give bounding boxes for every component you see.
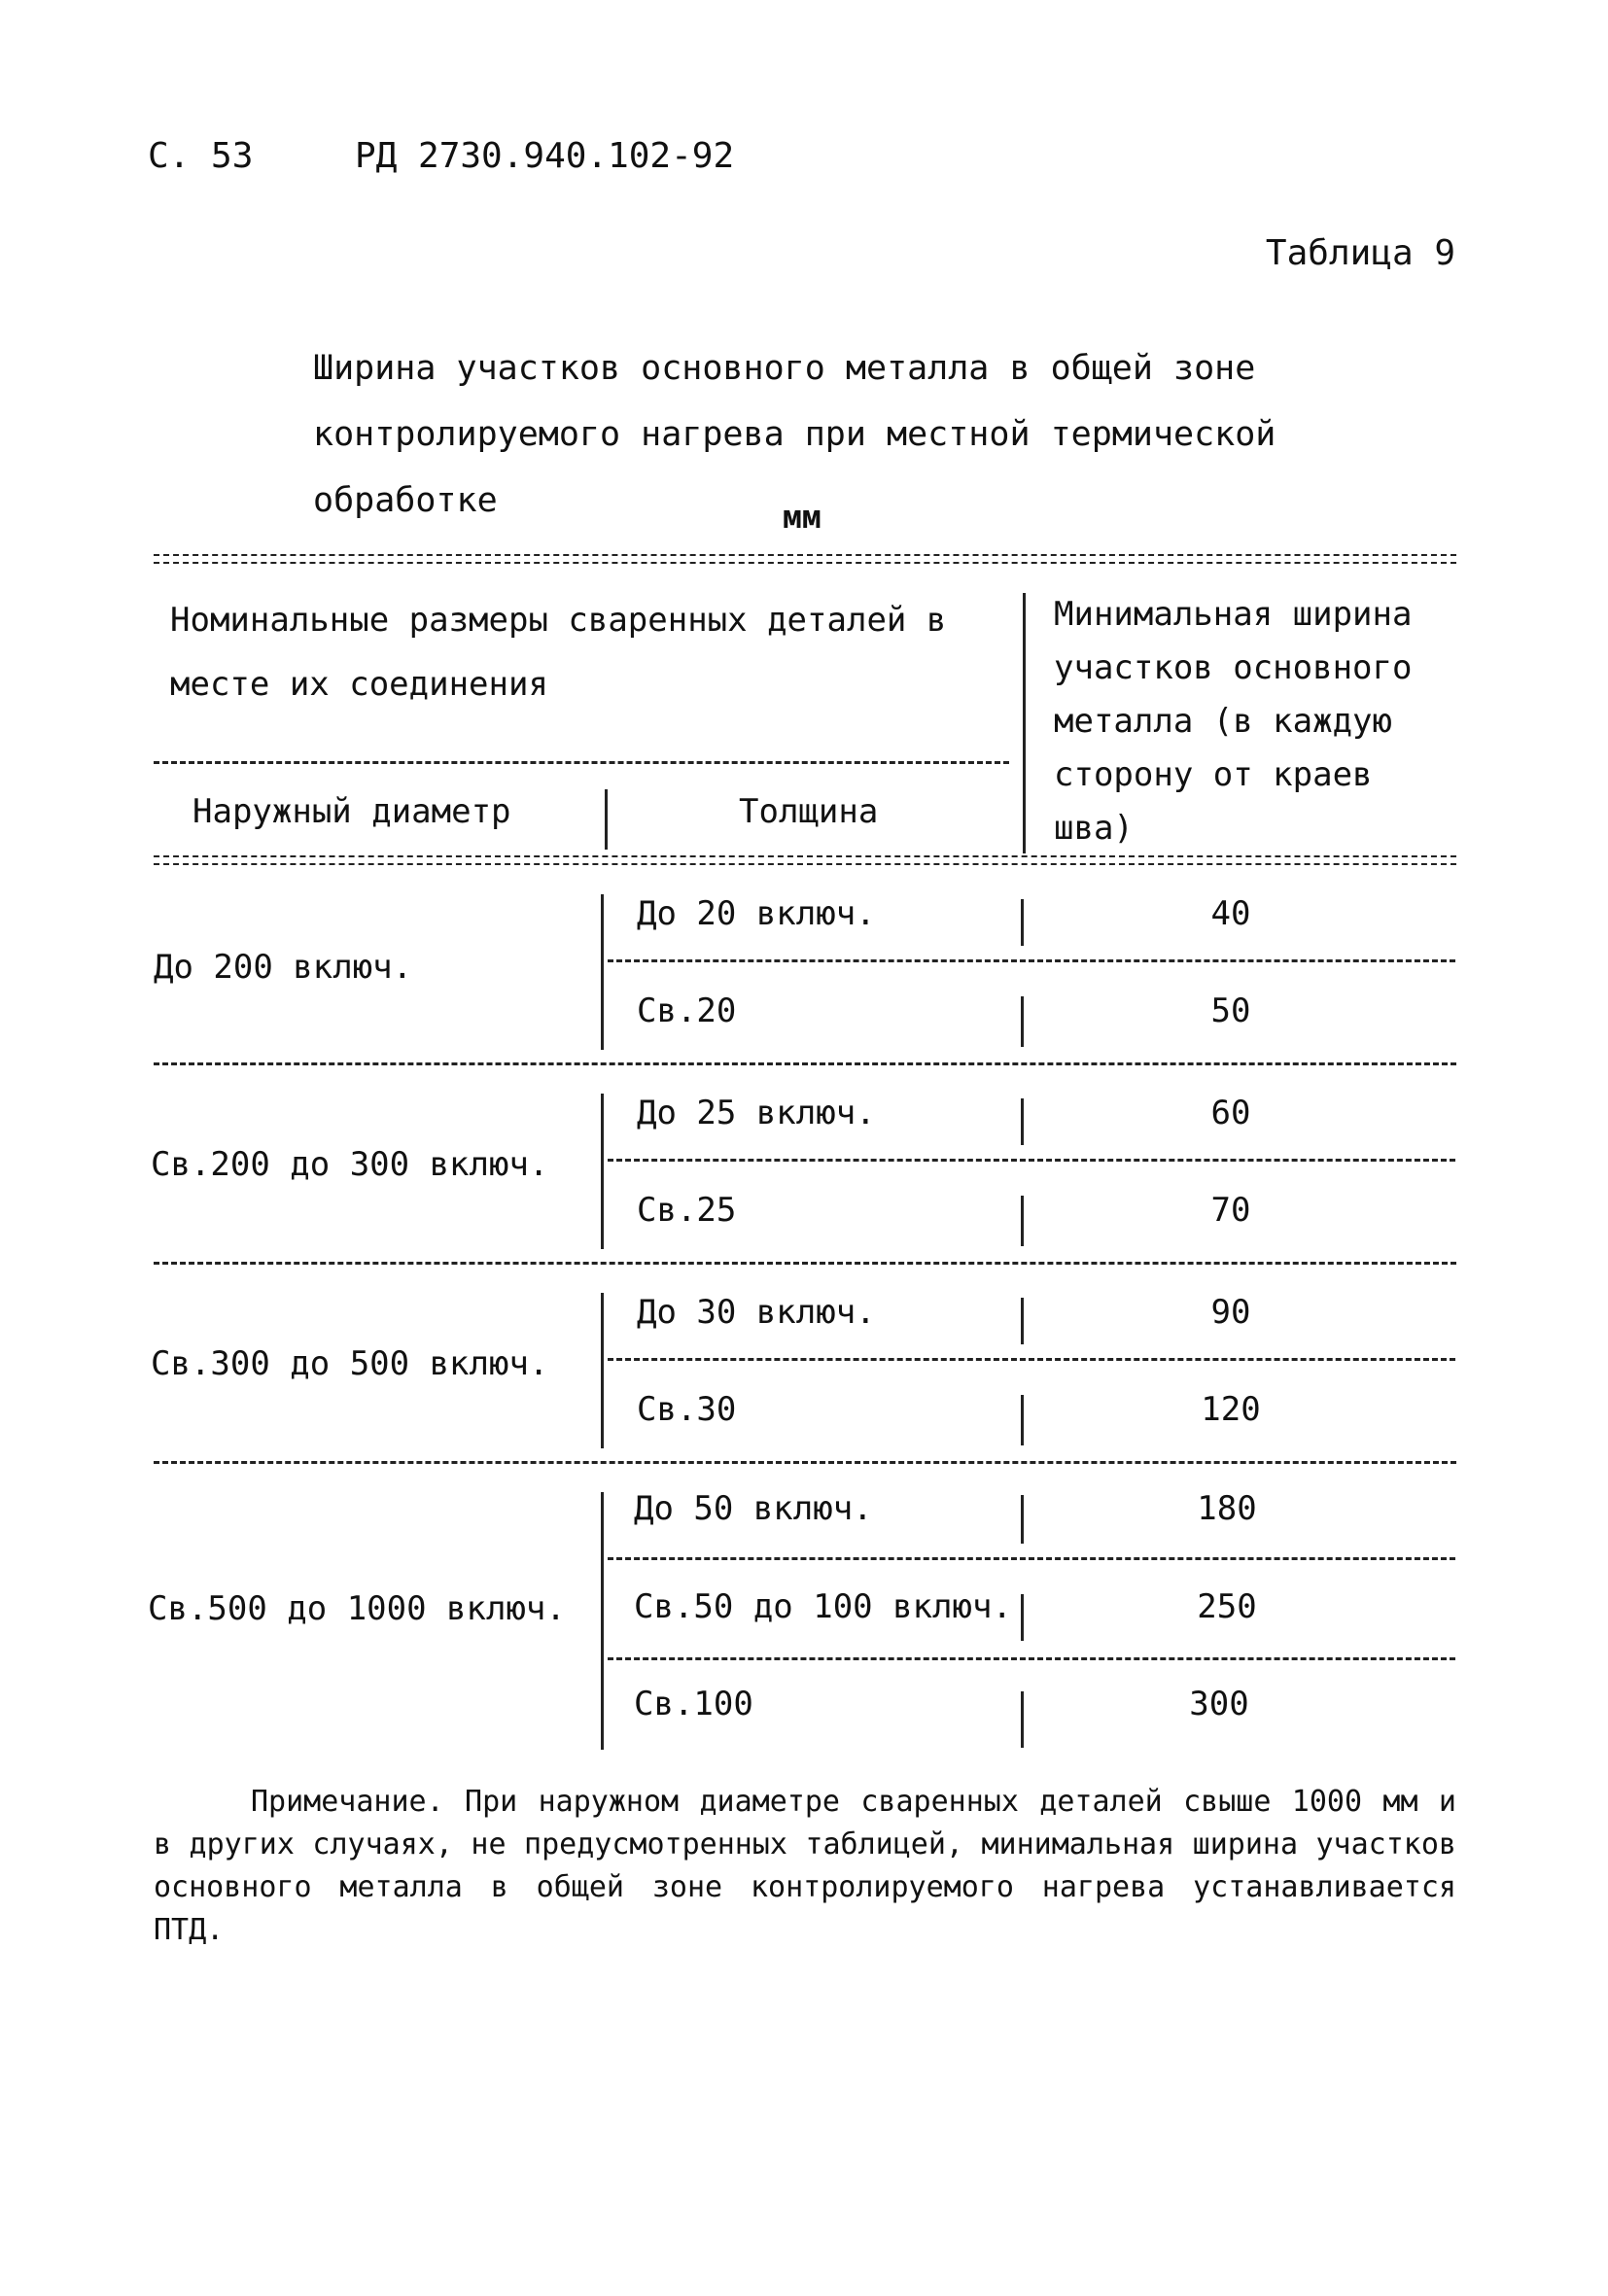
row-divider xyxy=(1021,996,1024,1047)
table-top-border xyxy=(154,554,1456,564)
row-width: 60 xyxy=(1210,1094,1251,1132)
row-thickness: До 30 включ. xyxy=(637,1293,876,1332)
row-width: 50 xyxy=(1210,991,1251,1030)
col-outer-diameter-header: Наружный диаметр xyxy=(192,792,511,831)
document-code: РД 2730.940.102-92 xyxy=(355,136,735,176)
row-separator xyxy=(608,1557,1455,1560)
units-label: мм xyxy=(783,498,821,536)
group-divider xyxy=(601,1492,604,1750)
group-divider xyxy=(601,1293,604,1448)
row-divider xyxy=(1021,1691,1024,1748)
group-divider xyxy=(601,1094,604,1249)
row-thickness: До 50 включ. xyxy=(634,1489,873,1528)
header-subdivider xyxy=(154,761,1009,764)
row-width: 90 xyxy=(1210,1293,1251,1332)
header-divider-right xyxy=(1023,593,1026,853)
row-separator xyxy=(608,1159,1455,1162)
group-separator xyxy=(154,1461,1456,1464)
page-number: С. 53 xyxy=(148,136,254,176)
row-width: 70 xyxy=(1210,1191,1251,1230)
row-thickness: Св.50 до 100 включ. xyxy=(634,1587,1012,1626)
row-separator xyxy=(608,959,1455,962)
table-note: Примечание. При наружном диаметре сваренных деталей свыше 1000 мм и в других случаях, не предусмотренных таблицей, минимальная ширина участков основного металла в общей зоне контролируемого нагрева устанавливается ПТД. xyxy=(154,1785,1456,1947)
row-thickness: До 25 включ. xyxy=(637,1094,876,1132)
group-diameter: Св.200 до 300 включ. xyxy=(151,1145,549,1184)
row-width: 180 xyxy=(1197,1489,1257,1528)
header-bottom-border xyxy=(154,855,1456,865)
col-group-header: Номинальные размеры сваренных деталей в месте их соединения xyxy=(170,601,947,704)
group-diameter: Св.300 до 500 включ. xyxy=(151,1344,549,1383)
row-thickness: Св.20 xyxy=(637,991,737,1030)
table-number: Таблица 9 xyxy=(1265,233,1455,273)
row-thickness: Св.30 xyxy=(637,1390,737,1429)
row-divider xyxy=(1021,899,1024,946)
row-divider xyxy=(1021,1495,1024,1544)
col-min-width-header: Минимальная ширина участков основного металла (в каждую сторону от краев шва) xyxy=(1054,595,1413,848)
row-separator xyxy=(608,1657,1455,1660)
row-thickness: Св.100 xyxy=(634,1685,753,1723)
header-divider-sub xyxy=(605,789,608,850)
group-diameter: Св.500 до 1000 включ. xyxy=(148,1589,566,1628)
group-divider xyxy=(601,894,604,1050)
row-width: 120 xyxy=(1201,1390,1261,1429)
row-divider xyxy=(1021,1594,1024,1641)
row-divider xyxy=(1021,1098,1024,1145)
group-separator xyxy=(154,1262,1456,1265)
row-thickness: До 20 включ. xyxy=(637,894,876,933)
group-diameter: До 200 включ. xyxy=(154,948,413,987)
row-divider xyxy=(1021,1298,1024,1344)
group-separator xyxy=(154,1062,1456,1065)
row-divider xyxy=(1021,1395,1024,1445)
row-width: 250 xyxy=(1197,1587,1257,1626)
table-title: Ширина участков основного металла в общей зоне контролируемого нагрева при местной термической обработке xyxy=(313,349,1276,520)
col-thickness-header: Толщина xyxy=(739,792,879,831)
row-divider xyxy=(1021,1196,1024,1246)
row-width: 40 xyxy=(1210,894,1251,933)
row-thickness: Св.25 xyxy=(637,1191,737,1230)
row-width: 300 xyxy=(1189,1685,1249,1723)
row-separator xyxy=(608,1358,1455,1361)
